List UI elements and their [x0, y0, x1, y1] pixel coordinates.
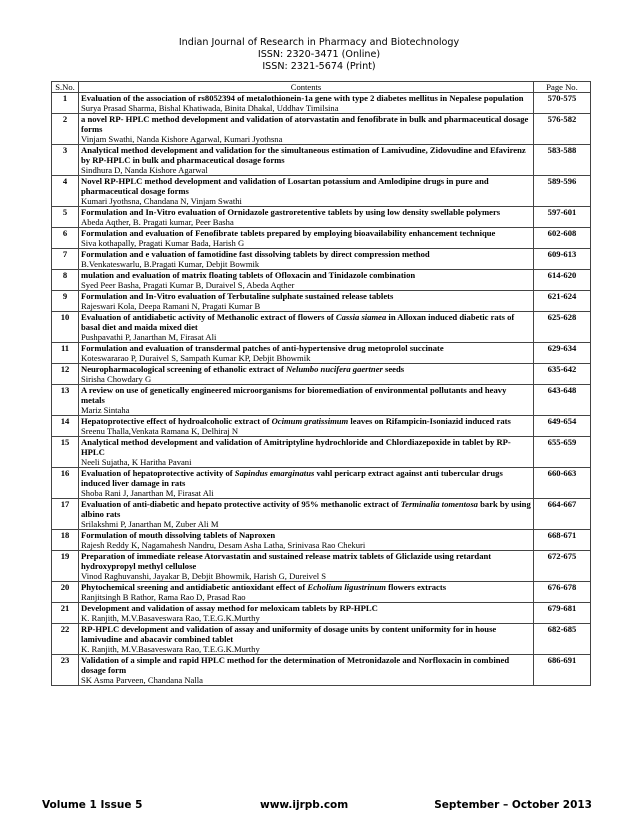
row-serial-number: 21	[52, 603, 79, 624]
row-page-range[interactable]: 614-620	[534, 270, 591, 291]
row-page-range[interactable]: 682-685	[534, 624, 591, 655]
article-title[interactable]: Formulation and In-Vitro evaluation of Ornidazole gastroretentive tablets by using low density swellable polymers	[81, 207, 501, 217]
article-authors: Siva kothapally, Pragati Kumar Bada, Harish G	[81, 238, 245, 248]
row-contents	[79, 312, 534, 343]
article-authors: Rajeswari Kola, Deepa Ramani N, Pragati Kumar B	[81, 301, 261, 311]
article-title[interactable]: mulation and evaluation of matrix floating tablets of Ofloxacin and Tinidazole combination	[81, 270, 416, 280]
journal-title: Indian Journal of Research in Pharmacy and Biotechnology	[178, 37, 460, 48]
row-serial-number: 2	[52, 114, 79, 145]
row-page-range[interactable]: 625-628	[534, 312, 591, 343]
row-page-range[interactable]: 668-671	[534, 530, 591, 551]
row-page-range[interactable]: 664-667	[534, 499, 591, 530]
row-contents	[79, 176, 534, 207]
row-serial-number: 13	[52, 385, 79, 416]
table-row	[52, 437, 591, 468]
table-row	[52, 343, 591, 364]
row-serial-number: 8	[52, 270, 79, 291]
row-page-range[interactable]: 583-588	[534, 145, 591, 176]
table-row	[52, 468, 591, 499]
article-authors: Mariz Sintaha	[81, 405, 130, 415]
issn-online: ISSN: 2320-3471 (Online)	[257, 49, 381, 60]
journal-header	[0, 37, 638, 73]
page-footer	[42, 799, 592, 815]
row-contents	[79, 624, 534, 655]
row-contents	[79, 416, 534, 437]
row-contents	[79, 228, 534, 249]
article-title-text: Phytochemical sreening and antidiabetic antioxidant effect of	[81, 582, 308, 592]
row-contents	[79, 530, 534, 551]
article-authors: Sindhura D, Nanda Kishore Agarwal	[81, 165, 208, 175]
row-serial-number: 1	[52, 93, 79, 114]
row-page-range[interactable]: 676-678	[534, 582, 591, 603]
article-title[interactable]: Development and validation of assay method for meloxicam tablets by RP-HPLC	[81, 603, 378, 613]
article-title-species: Nelumbo nucifera gaertner	[285, 364, 383, 374]
article-title-text: vahl pericarp extract against anti tubercular drugs induced liver damage in rats	[81, 468, 503, 488]
table-row	[52, 530, 591, 551]
row-page-range[interactable]: 602-608	[534, 228, 591, 249]
table-header-row	[52, 82, 591, 93]
article-authors: Sreenu Thalla,Venkata Ramana K, Delhiraj N	[81, 426, 239, 436]
article-title-text: Evaluation of hepatoprotective activity of	[81, 468, 235, 478]
article-authors: K. Ranjith, M.V.Basaveswara Rao, T.E.G.K.Murthy	[81, 613, 260, 623]
article-title-text: Evaluation of anti-diabetic and hepato protective activity of 95% methanolic extract of	[81, 499, 401, 509]
table-row	[52, 655, 591, 686]
article-title-species: Cassia siamea	[335, 312, 387, 322]
table-row	[52, 176, 591, 207]
row-page-range[interactable]: 643-648	[534, 385, 591, 416]
row-serial-number: 19	[52, 551, 79, 582]
contents-table-body	[52, 93, 591, 686]
row-contents	[79, 655, 534, 686]
table-row	[52, 364, 591, 385]
table-row	[52, 114, 591, 145]
table-row	[52, 499, 591, 530]
row-contents	[79, 582, 534, 603]
article-authors: B.Venkateswarlu, B.Pragati Kumar, Debjit Bowmik	[81, 259, 260, 269]
article-title[interactable]: Formulation of mouth dissolving tablets of Naproxen	[81, 530, 276, 540]
row-serial-number: 7	[52, 249, 79, 270]
row-page-range[interactable]: 609-613	[534, 249, 591, 270]
row-contents	[79, 364, 534, 385]
row-contents	[79, 499, 534, 530]
article-title[interactable]: Preparation of immediate release Atorvastatin and sustained release matrix tablets of Gliclazide using retardant hydroxypropyl methyl cellulose	[81, 551, 492, 571]
row-contents	[79, 114, 534, 145]
article-title-text: Neuropharmacological screening of ethanolic extract of	[81, 364, 286, 374]
row-contents	[79, 249, 534, 270]
row-contents	[79, 270, 534, 291]
row-page-range[interactable]: 621-624	[534, 291, 591, 312]
article-title-text: bark by using albino rats	[81, 499, 531, 519]
table-row	[52, 385, 591, 416]
row-contents	[79, 343, 534, 364]
row-page-range[interactable]: 655-659	[534, 437, 591, 468]
article-title[interactable]	[81, 499, 531, 519]
row-page-range[interactable]: 629-634	[534, 343, 591, 364]
row-page-range[interactable]: 660-663	[534, 468, 591, 499]
row-serial-number: 22	[52, 624, 79, 655]
article-authors: Rajesh Reddy K, Nagamahesh Nandru, Desam Asha Latha, Srinivasa Rao Chekuri	[81, 540, 366, 550]
article-title[interactable]: a novel RP- HPLC method development and validation of atorvastatin and fenofibrate in bulk and pharmaceutical dosage forms	[81, 114, 529, 134]
row-page-range[interactable]: 679-681	[534, 603, 591, 624]
row-serial-number: 10	[52, 312, 79, 343]
article-title-text: Evaluation of antidiabetic activity of Methanolic extract of flowers of	[81, 312, 336, 322]
row-contents	[79, 145, 534, 176]
article-authors: Syed Peer Basha, Pragati Kumar B, Duraivel S, Abeda Aqther	[81, 280, 295, 290]
row-contents	[79, 437, 534, 468]
contents-column-header: Contents	[79, 82, 534, 93]
article-authors: Neeli Sujatha, K Haritha Pavani	[81, 457, 192, 467]
article-authors: Koteswararao P, Duraivel S, Sampath Kumar KP, Debjit Bhowmik	[81, 353, 311, 363]
footer-date: September – October 2013	[434, 799, 592, 811]
row-page-range[interactable]: 649-654	[534, 416, 591, 437]
article-title-text: in Alloxan induced diabetic rats of basal diet and maida mixed diet	[81, 312, 515, 332]
row-serial-number: 16	[52, 468, 79, 499]
article-title[interactable]	[81, 416, 531, 426]
row-page-range[interactable]: 597-601	[534, 207, 591, 228]
article-authors: Kumari Jyothsna, Chandana N, Vinjam Swathi	[81, 196, 242, 206]
row-contents	[79, 468, 534, 499]
row-contents	[79, 207, 534, 228]
article-title[interactable]: Validation of a simple and rapid HPLC method for the determination of Metronidazole and Norfloxacin in combined dosage form	[81, 655, 510, 675]
row-serial-number: 3	[52, 145, 79, 176]
article-title-species: Terminalia tomentosa	[400, 499, 478, 509]
page-column-header: Page No.	[534, 82, 591, 93]
article-authors: K. Ranjith, M.V.Basaveswara Rao, T.E.G.K.Murthy	[81, 644, 260, 654]
row-page-range[interactable]: 589-596	[534, 176, 591, 207]
table-row	[52, 416, 591, 437]
row-contents	[79, 385, 534, 416]
table-row	[52, 249, 591, 270]
article-title[interactable]: RP-HPLC development and validation of assay and uniformity of dosage units by content uniformity for in house lamivudine and abacavir combined tablet	[81, 624, 497, 644]
article-authors: Vinod Raghuvanshi, Jayakar B, Debjit Bhowmik, Harish G, Dureivel S	[81, 571, 327, 581]
article-authors: Sirisha Chowdary G	[81, 374, 152, 384]
row-page-range[interactable]: 686-691	[534, 655, 591, 686]
article-title-text: flowers extracts	[385, 582, 447, 592]
table-row	[52, 582, 591, 603]
table-row	[52, 291, 591, 312]
article-authors: Vinjam Swathi, Nanda Kishore Agarwal, Kumari Jyothsna	[81, 134, 283, 144]
contents-table	[51, 81, 591, 686]
row-serial-number: 9	[52, 291, 79, 312]
row-serial-number: 17	[52, 499, 79, 530]
row-serial-number: 20	[52, 582, 79, 603]
row-serial-number: 5	[52, 207, 79, 228]
article-title-text: seeds	[382, 364, 405, 374]
article-title[interactable]: Evaluation of the association of rs8052394 of metalothionein-1a gene with type 2 diabetes mellitus in Nepalese population	[81, 93, 524, 103]
table-row	[52, 93, 591, 114]
table-row	[52, 624, 591, 655]
article-authors: Ranjitsingh B Rathor, Rama Rao D, Prasad Rao	[81, 592, 246, 602]
article-authors: Surya Prasad Sharma, Bishal Khatiwada, Binita Dhakal, Uddhav Timilsina	[81, 103, 339, 113]
row-contents	[79, 93, 534, 114]
article-title[interactable]: Formulation and In-Vitro evaluation of Terbutaline sulphate sustained release tablets	[81, 291, 394, 301]
article-title[interactable]: Analytical method development and validation for the simultaneous estimation of Lamivudine, Zidovudine and Efavirenz by RP-HPLC in bulk and pharmaceutical dosage forms	[81, 145, 526, 165]
article-title[interactable]	[81, 364, 531, 374]
article-authors: Pushpavathi P, Janarthan M, Firasat Ali	[81, 332, 217, 342]
row-serial-number: 6	[52, 228, 79, 249]
table-row	[52, 228, 591, 249]
article-title-text: Hepatoprotective effect of hydroalcoholic extract of	[81, 416, 272, 426]
footer-website[interactable]: www.ijrpb.com	[260, 799, 349, 811]
sno-column-header: S.No.	[52, 82, 79, 93]
article-title[interactable]: Formulation and evaluation of Fenofibrate tablets prepared by employing bioavailability enhancement technique	[81, 228, 496, 238]
article-authors: Shoba Rani J, Janarthan M, Firasat Ali	[81, 488, 214, 498]
row-page-range[interactable]: 635-642	[534, 364, 591, 385]
article-title[interactable]	[81, 582, 531, 592]
table-row	[52, 207, 591, 228]
article-title[interactable]	[81, 312, 531, 332]
table-row	[52, 312, 591, 343]
article-title[interactable]: A review on use of genetically engineered microorganisms for bioremediation of environmental pollutants and heavy metals	[81, 385, 507, 405]
row-serial-number: 4	[52, 176, 79, 207]
table-row	[52, 270, 591, 291]
article-title[interactable]: Formulation and e valuation of famotidine fast dissolving tablets by direct compression method	[81, 249, 430, 259]
article-title-species: Echolium ligustrinum	[307, 582, 386, 592]
article-title[interactable]: Analytical method development and validation of Amitriptyline hydrochloride and Chlordiazepoxide in tablet by RP-HPLC	[81, 437, 511, 457]
row-page-range[interactable]: 576-582	[534, 114, 591, 145]
row-serial-number: 12	[52, 364, 79, 385]
article-authors: SK Asma Parveen, Chandana Nalla	[81, 675, 203, 685]
table-row	[52, 145, 591, 176]
row-contents	[79, 551, 534, 582]
table-row	[52, 551, 591, 582]
row-serial-number: 11	[52, 343, 79, 364]
article-title[interactable]: Novel RP-HPLC method development and validation of Losartan potassium and Amlodipine drugs in pure and pharmaceutical dosage forms	[81, 176, 489, 196]
issn-print: ISSN: 2321-5674 (Print)	[262, 61, 376, 72]
article-title-species: Ocimum gratissimum	[271, 416, 349, 426]
article-title-species: Sapindus emarginatus	[234, 468, 315, 478]
article-title[interactable]: Formulation and evaluation of transdermal patches of anti-hypertensive drug metoprolol succinate	[81, 343, 444, 353]
row-page-range[interactable]: 672-675	[534, 551, 591, 582]
article-authors: Srilakshmi P, Janarthan M, Zuber Ali M	[81, 519, 219, 529]
row-contents	[79, 603, 534, 624]
row-serial-number: 15	[52, 437, 79, 468]
row-serial-number: 23	[52, 655, 79, 686]
article-title-text: leaves on Rifampicin-Isoniazid induced rats	[348, 416, 511, 426]
row-page-range[interactable]: 570-575	[534, 93, 591, 114]
row-serial-number: 14	[52, 416, 79, 437]
article-title[interactable]	[81, 468, 531, 488]
article-authors: Abeda Aqther, B. Pragati kumar, Peer Basha	[81, 217, 234, 227]
footer-volume: Volume 1 Issue 5	[42, 799, 143, 811]
row-serial-number: 18	[52, 530, 79, 551]
table-row	[52, 603, 591, 624]
row-contents	[79, 291, 534, 312]
